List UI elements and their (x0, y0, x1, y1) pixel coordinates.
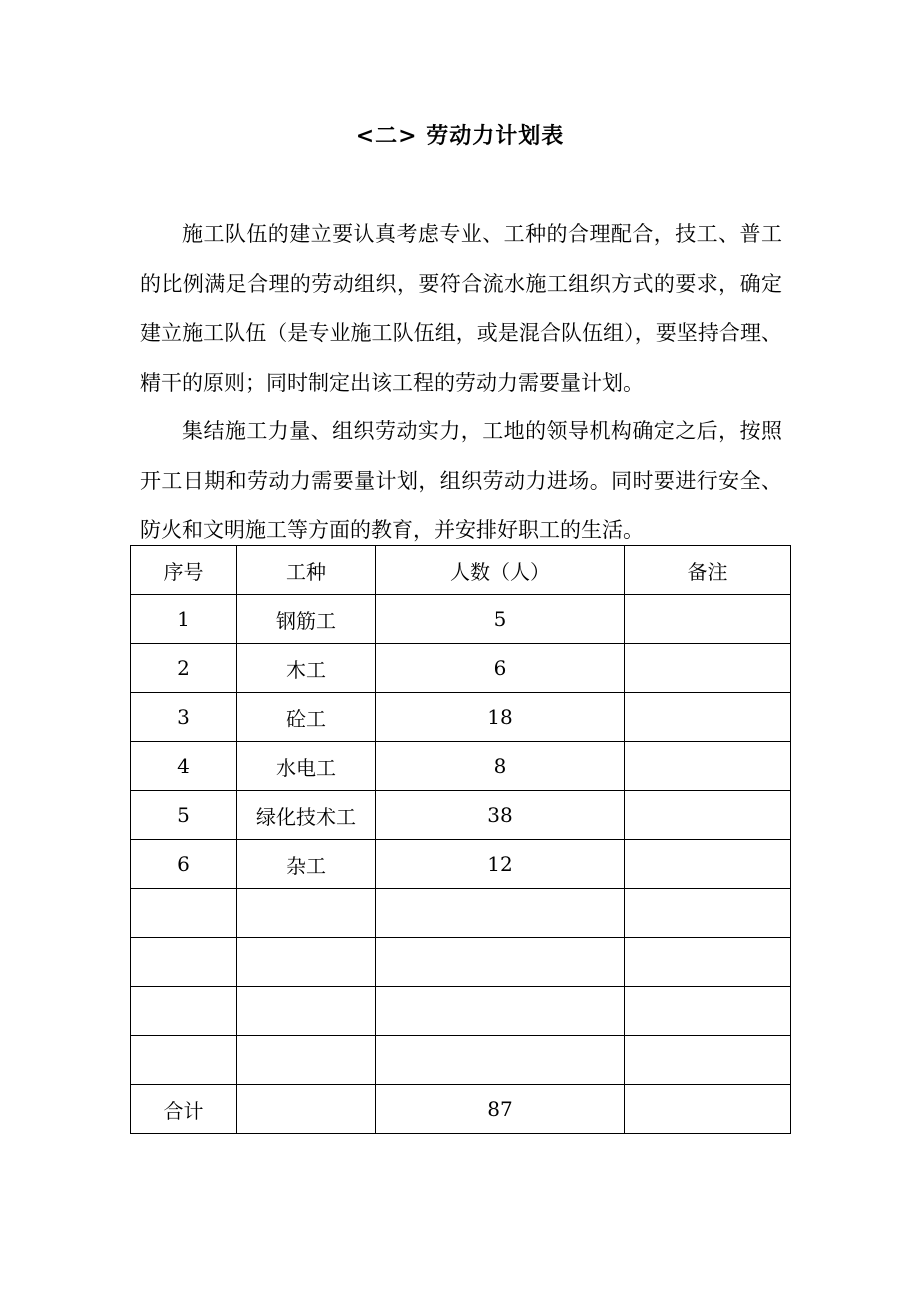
cell-trade (237, 938, 376, 987)
table-total-row (131, 1085, 791, 1134)
header-cell-index: 序号 (131, 546, 237, 595)
cell-trade (237, 987, 376, 1036)
cell-remarks (625, 791, 791, 840)
table-row (131, 840, 791, 889)
cell-headcount (376, 1036, 625, 1085)
table-row (131, 938, 791, 987)
cell-trade (237, 1036, 376, 1085)
cell-index: 4 (131, 742, 237, 791)
intro-paragraph-2: 集结施工力量、组织劳动实力，工地的领导机构确定之后，按照开工日期和劳动力需要量计划，组织劳动力进场。同时要进行安全、防火和文明施工等方面的教育，并安排好职工的生活。 (140, 419, 782, 542)
total-label-cell: 合计 (131, 1085, 237, 1134)
cell-headcount: 5 (376, 595, 625, 644)
cell-trade: 绿化技术工 (237, 791, 376, 840)
cell-remarks (625, 595, 791, 644)
cell-remarks (625, 742, 791, 791)
table-row (131, 1036, 791, 1085)
cell-trade: 钢筋工 (237, 595, 376, 644)
cell-index (131, 889, 237, 938)
cell-headcount: 6 (376, 644, 625, 693)
cell-index: 1 (131, 595, 237, 644)
cell-index (131, 987, 237, 1036)
cell-headcount: 38 (376, 791, 625, 840)
cell-trade: 木工 (237, 644, 376, 693)
cell-remarks (625, 938, 791, 987)
labor-plan-table (130, 545, 791, 1134)
cell-headcount (376, 938, 625, 987)
table-row (131, 644, 791, 693)
table-row (131, 791, 791, 840)
cell-index: 6 (131, 840, 237, 889)
cell-headcount (376, 889, 625, 938)
cell-headcount: 12 (376, 840, 625, 889)
table-row (131, 595, 791, 644)
cell-remarks (625, 987, 791, 1036)
cell-trade (237, 889, 376, 938)
total-trade-cell (237, 1085, 376, 1134)
header-cell-headcount: 人数（人） (376, 546, 625, 595)
cell-index: 2 (131, 644, 237, 693)
table-header-row (131, 546, 791, 595)
cell-remarks (625, 889, 791, 938)
cell-index: 5 (131, 791, 237, 840)
cell-index: 3 (131, 693, 237, 742)
cell-trade: 水电工 (237, 742, 376, 791)
total-headcount-cell: 87 (376, 1085, 625, 1134)
intro-paragraph-1: 施工队伍的建立要认真考虑专业、工种的合理配合，技工、普工的比例满足合理的劳动组织，要符合流水施工组织方式的要求，确定建立施工队伍（是专业施工队伍组，或是混合队伍组），要坚持合理、精干的原则；同时制定出该工程的劳动力需要量计划。 (140, 222, 782, 395)
page-title: <二> 劳动力计划表 (355, 123, 565, 149)
cell-trade: 砼工 (237, 693, 376, 742)
table-row (131, 693, 791, 742)
cell-remarks (625, 840, 791, 889)
header-cell-trade: 工种 (237, 546, 376, 595)
cell-headcount: 8 (376, 742, 625, 791)
cell-trade: 杂工 (237, 840, 376, 889)
cell-index (131, 938, 237, 987)
cell-remarks (625, 693, 791, 742)
header-cell-remarks: 备注 (625, 546, 791, 595)
table-row (131, 987, 791, 1036)
cell-headcount: 18 (376, 693, 625, 742)
table-row (131, 889, 791, 938)
total-remarks-cell (625, 1085, 791, 1134)
cell-index (131, 1036, 237, 1085)
cell-remarks (625, 1036, 791, 1085)
cell-remarks (625, 644, 791, 693)
table-row (131, 742, 791, 791)
cell-headcount (376, 987, 625, 1036)
